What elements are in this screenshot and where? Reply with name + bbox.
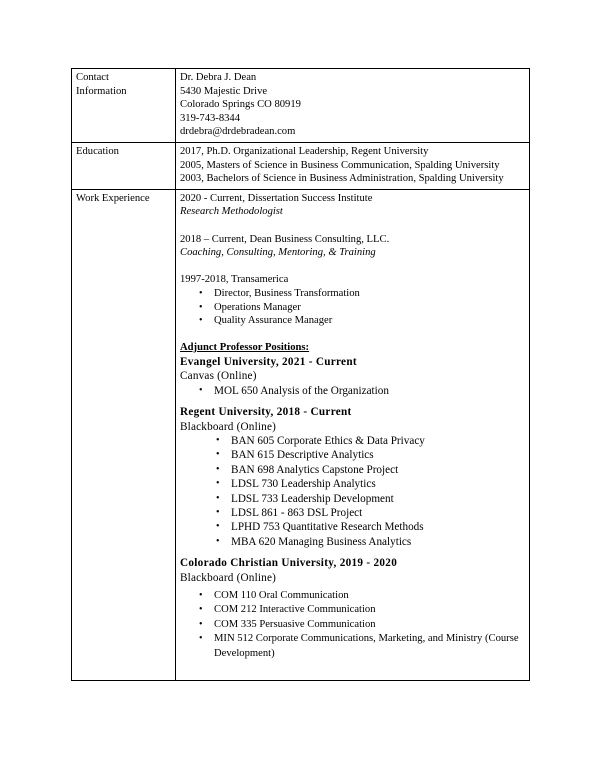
transamerica-roles <box>180 287 525 328</box>
list-item: • LDSL 861 - 863 DSL Project <box>180 506 525 520</box>
course-list <box>180 589 525 661</box>
education-row <box>72 142 530 189</box>
list-item: • COM 212 Interactive Communication <box>180 603 525 617</box>
contact-label: Contact Information <box>72 69 176 143</box>
education-item: 2003, Bachelors of Science in Business Administration, Spalding University <box>180 173 504 185</box>
work-label: Work Experience <box>72 189 176 680</box>
list-item: • BAN 698 Analytics Capstone Project <box>180 463 525 477</box>
adjunct-heading: Adjunct Professor Positions: <box>180 342 310 354</box>
work-details <box>176 189 530 680</box>
list-item: • MBA 620 Managing Business Analytics <box>180 535 525 549</box>
job-line: 2018 – Current, Dean Business Consulting, LLC. <box>180 233 390 245</box>
contact-name: Dr. Debra J. Dean <box>180 72 257 83</box>
list-item: • BAN 615 Descriptive Analytics <box>180 448 525 462</box>
contact-email: drdebra@drdebradean.com <box>180 126 296 138</box>
education-item: 2017, Ph.D. Organizational Leadership, Regent University <box>180 145 429 157</box>
work-row <box>72 189 530 680</box>
list-item: • MOL 650 Analysis of the Organization <box>180 384 525 398</box>
contact-row <box>72 69 530 143</box>
list-item: • LDSL 730 Leadership Analytics <box>180 477 525 491</box>
education-label: Education <box>72 142 176 189</box>
list-item: • BAN 605 Corporate Ethics & Data Privacy <box>180 434 525 448</box>
list-item: • Director, Business Transformation <box>180 287 525 301</box>
contact-details <box>176 69 530 143</box>
university-name: Evangel University, 2021 - Current <box>180 355 357 368</box>
university-platform: Canvas (Online) <box>180 370 257 383</box>
university-platform: Blackboard (Online) <box>180 571 277 584</box>
education-item: 2005, Masters of Science in Business Communication, Spalding University <box>180 159 500 171</box>
list-item: • LPHD 753 Quantitative Research Methods <box>180 520 525 534</box>
list-item: • Quality Assurance Manager <box>180 314 525 328</box>
list-item: • MIN 512 Corporate Communications, Marketing, and Ministry (Course Development) <box>180 632 525 661</box>
job-role: Research Methodologist <box>180 206 283 218</box>
list-item: • COM 110 Oral Communication <box>180 589 525 603</box>
job-role: Coaching, Consulting, Mentoring, & Training <box>180 247 376 259</box>
university-platform: Blackboard (Online) <box>180 420 277 433</box>
university-name: Regent University, 2018 - Current <box>180 406 352 419</box>
cv-table <box>71 68 530 681</box>
contact-city: Colorado Springs CO 80919 <box>180 99 301 111</box>
list-item: • COM 335 Persuasive Communication <box>180 618 525 632</box>
course-list <box>180 384 525 398</box>
course-list <box>180 434 525 549</box>
job-line: 1997-2018, Transamerica <box>180 274 289 286</box>
contact-street: 5430 Majestic Drive <box>180 85 268 97</box>
list-item: • Operations Manager <box>180 301 525 315</box>
list-item: • LDSL 733 Leadership Development <box>180 492 525 506</box>
education-details <box>176 142 530 189</box>
job-line: 2020 - Current, Dissertation Success Institute <box>180 192 373 204</box>
university-name: Colorado Christian University, 2019 - 2020 <box>180 557 398 570</box>
contact-phone: 319-743-8344 <box>180 112 241 124</box>
